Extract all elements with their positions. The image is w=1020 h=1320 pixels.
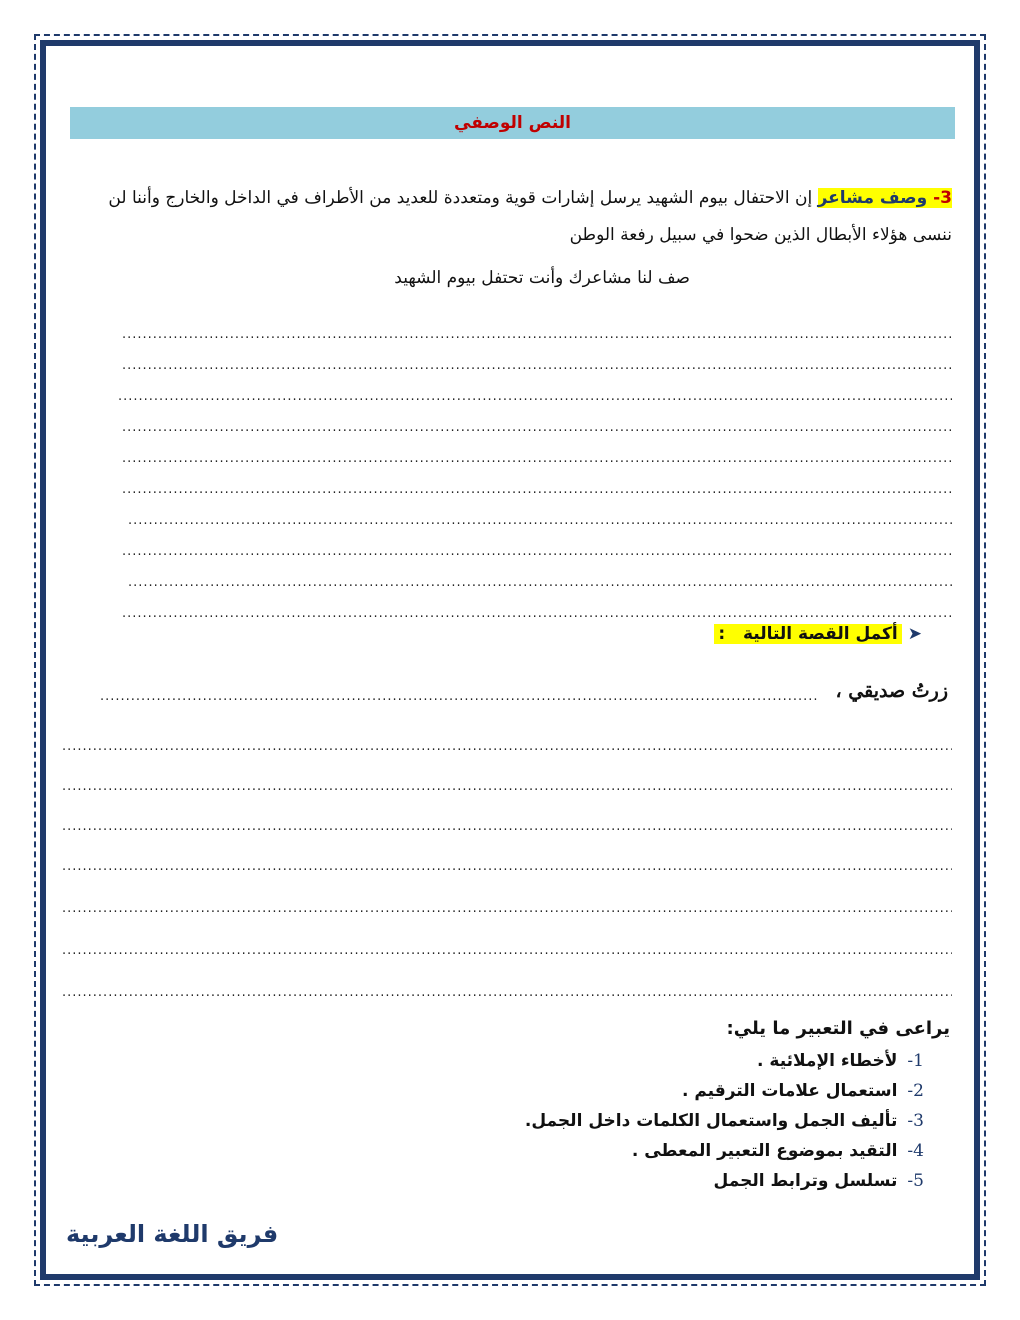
story-heading-colon: : <box>718 624 726 644</box>
answer-line[interactable] <box>122 483 952 497</box>
rule-number: 3- <box>907 1111 924 1131</box>
rule-item <box>525 1046 924 1076</box>
answer-line[interactable] <box>122 607 952 621</box>
title-bar <box>70 107 955 139</box>
rule-text: تأليف الجمل واستعمال الكلمات داخل الجمل. <box>524 1111 898 1131</box>
answer-line[interactable] <box>128 576 952 590</box>
task-heading: وصف مشاعر <box>817 188 928 208</box>
rule-text: لأخطاء الإملائية . <box>757 1051 898 1071</box>
rule-text: استعمال علامات الترقيم . <box>681 1081 898 1101</box>
answer-line[interactable] <box>122 421 952 435</box>
page-title: النص الوصفي <box>454 113 571 133</box>
story-line[interactable] <box>62 740 952 754</box>
rule-number: 1- <box>907 1051 924 1071</box>
answer-line[interactable] <box>122 328 952 342</box>
rules-heading: يراعى في التعبير ما يلي: <box>726 1018 950 1039</box>
rule-item <box>525 1106 924 1136</box>
story-line[interactable] <box>62 944 952 958</box>
story-heading-text: أكمل القصة التالية <box>742 624 898 644</box>
story-heading-highlight <box>714 624 901 644</box>
story-first-line[interactable] <box>100 690 818 704</box>
rules-list <box>525 1046 924 1196</box>
task-body: إن الاحتفال بيوم الشهيد يرسل إشارات قوية ومتعددة للعديد من الأطراف في الداخل والخارج وأننا لن ننسى هؤلاء الأبطال الذين ضحوا في سبيل رفعة الوطن <box>108 188 952 245</box>
story-line[interactable] <box>62 860 952 874</box>
rule-number: 5- <box>907 1171 924 1191</box>
rule-text: تسلسل وترابط الجمل <box>713 1171 898 1191</box>
answer-line[interactable] <box>122 359 952 373</box>
answer-line[interactable] <box>122 545 952 559</box>
rule-item <box>525 1076 924 1106</box>
arrow-bullet-icon: ➤ <box>907 624 922 644</box>
rule-item <box>525 1136 924 1166</box>
task-prompt: صف لنا مشاعرك وأنت تحتفل بيوم الشهيد <box>394 268 690 288</box>
story-start: زرتُ صديقي ، <box>835 680 948 702</box>
story-line[interactable] <box>62 986 952 1000</box>
rule-text: التقيد بموضوع التعبير المعطى . <box>631 1141 898 1161</box>
story-line[interactable] <box>62 902 952 916</box>
rule-number: 4- <box>907 1141 924 1161</box>
rule-item <box>525 1166 924 1196</box>
answer-line[interactable] <box>118 390 952 404</box>
answer-line[interactable] <box>122 452 952 466</box>
task-heading-highlight <box>818 188 952 208</box>
story-line[interactable] <box>62 780 952 794</box>
task-paragraph <box>92 180 952 254</box>
rule-number: 2- <box>907 1081 924 1101</box>
task-number: 3- <box>933 188 952 208</box>
story-line[interactable] <box>62 820 952 834</box>
answer-line[interactable] <box>128 514 952 528</box>
team-signature: فريق اللغة العربية <box>66 1220 279 1248</box>
story-heading <box>714 624 922 644</box>
